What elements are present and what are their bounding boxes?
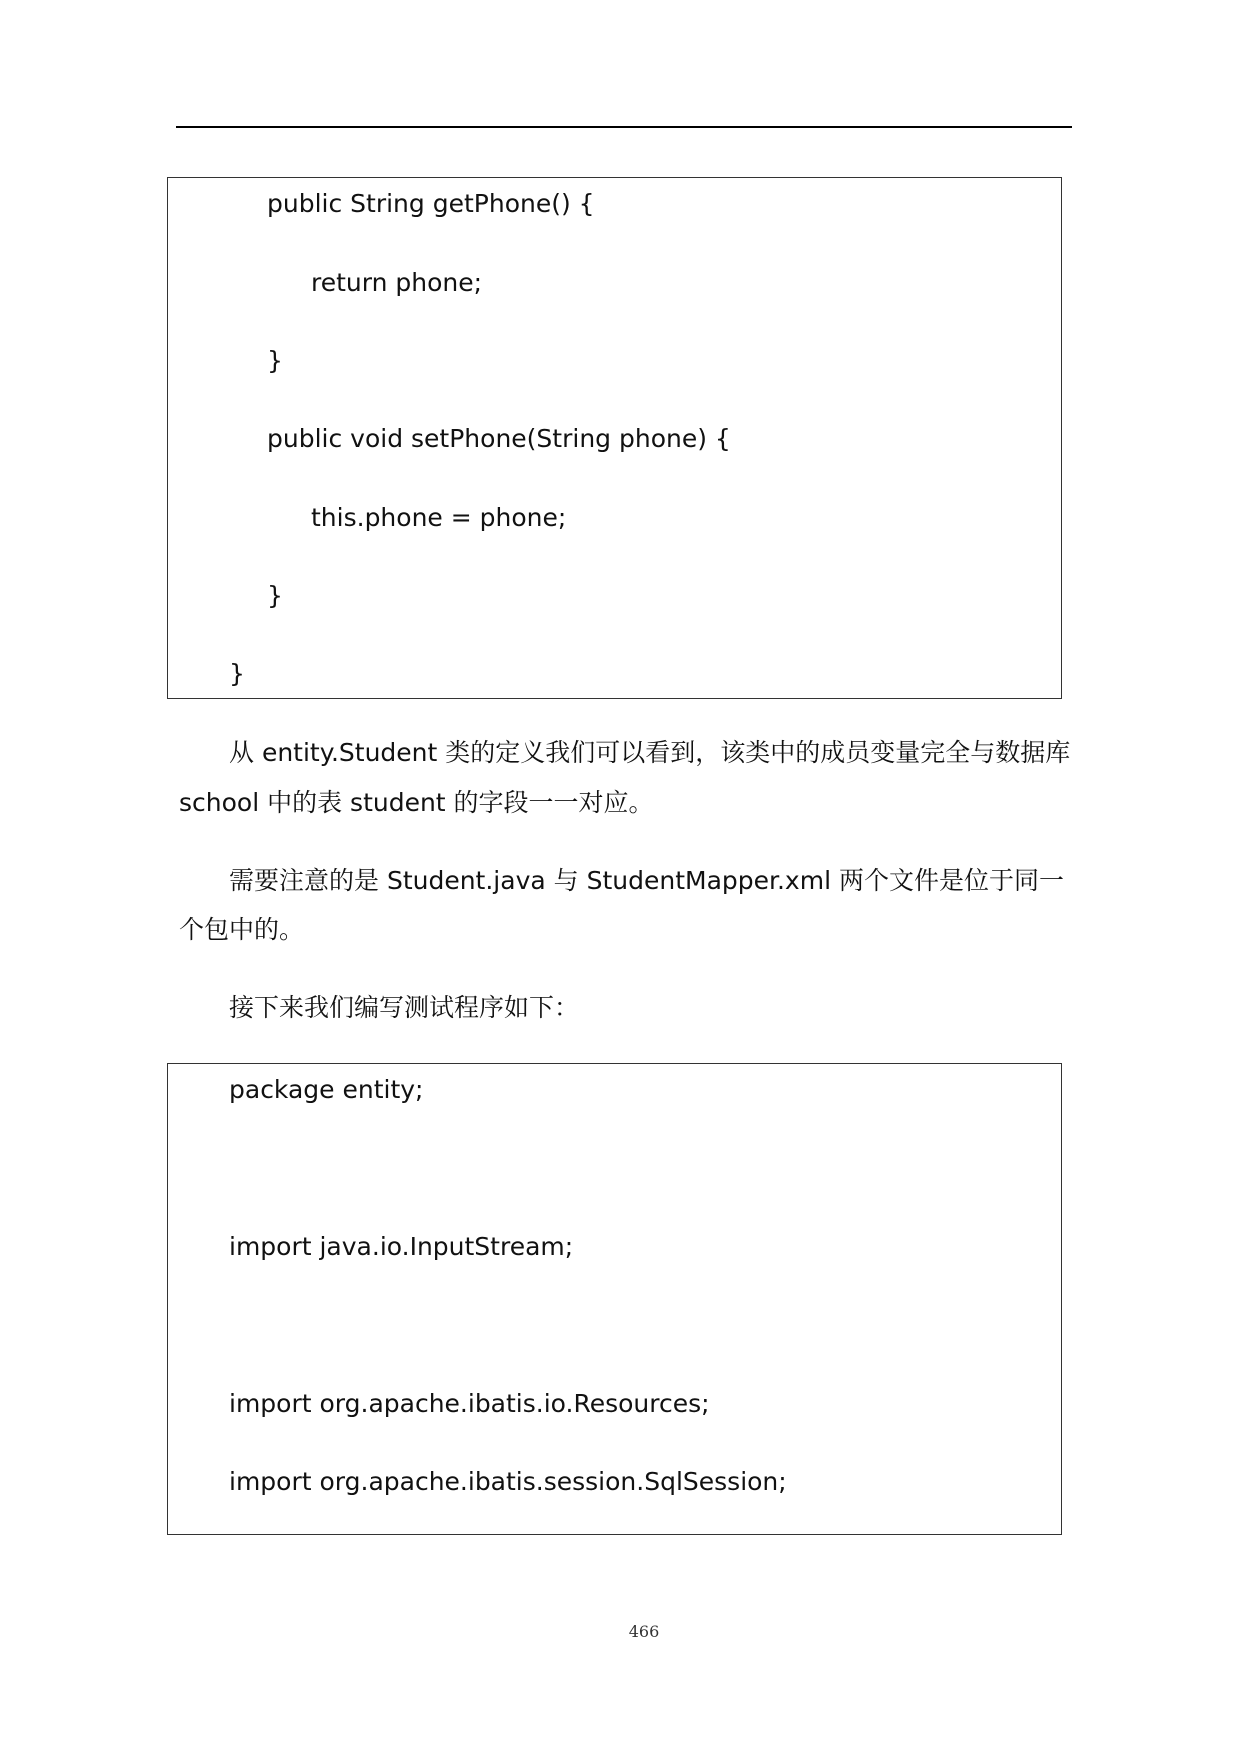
code-line: this.phone = phone; [311, 503, 567, 532]
header-rule [176, 126, 1072, 128]
code-line: } [267, 346, 283, 375]
code-line: package entity; [229, 1075, 424, 1104]
code-line: import org.apache.ibatis.session.SqlSession; [229, 1467, 787, 1496]
code-line: public void setPhone(String phone) { [267, 424, 731, 453]
code-line: } [229, 659, 245, 688]
code-block-test-program [167, 1063, 1062, 1535]
body-paragraph-line: 需要注意的是 Student.java 与 StudentMapper.xml 两个文件是位于同一 [229, 866, 1064, 895]
code-line: return phone; [311, 268, 483, 297]
code-line: public String getPhone() { [267, 189, 595, 218]
body-paragraph-line: 接下来我们编写测试程序如下： [229, 993, 580, 1022]
code-line: } [267, 581, 283, 610]
body-paragraph-line: school 中的表 student 的字段一一对应。 [179, 788, 654, 817]
code-line: import java.io.InputStream; [229, 1232, 574, 1261]
body-paragraph-line: 从 entity.Student 类的定义我们可以看到，该类中的成员变量完全与数据库 [229, 738, 1071, 767]
page-number: 466 [628, 1622, 660, 1641]
body-paragraph-line: 个包中的。 [179, 915, 305, 944]
code-line: import org.apache.ibatis.io.Resources; [229, 1389, 710, 1418]
